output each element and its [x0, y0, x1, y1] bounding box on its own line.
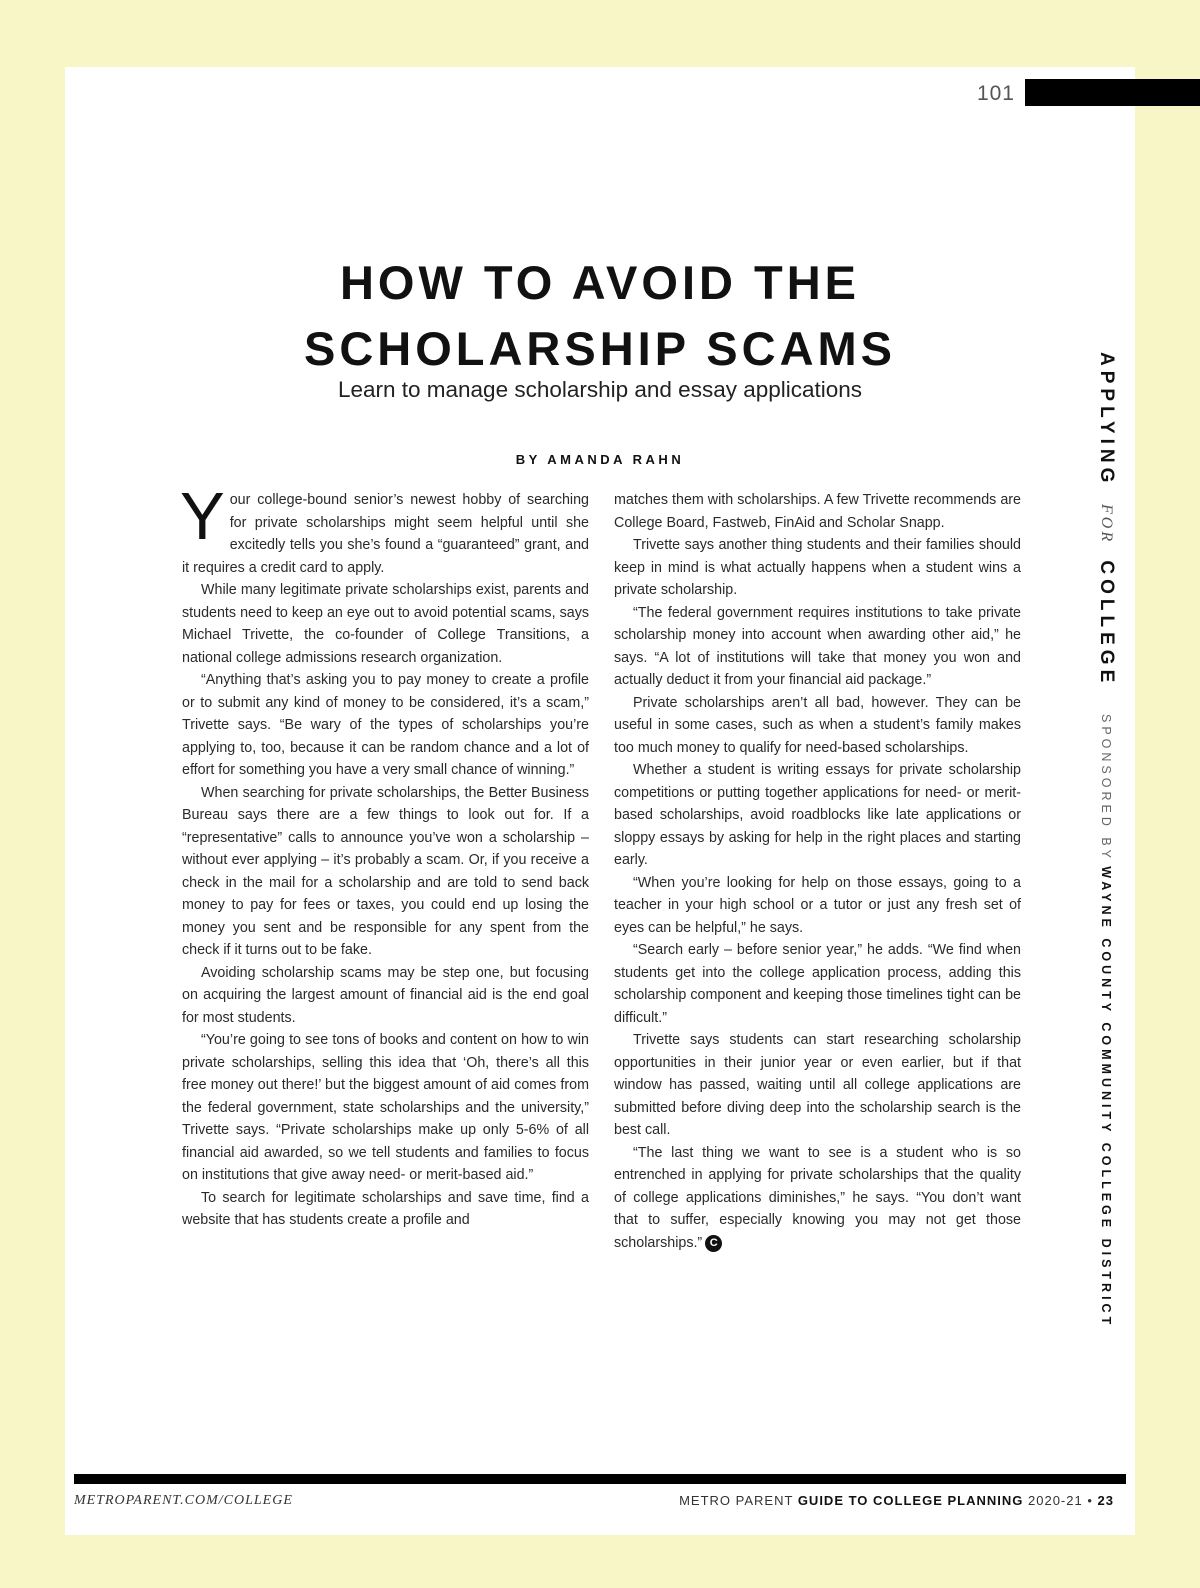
- section-label-applying: APPLYING: [1096, 352, 1117, 488]
- article-subtitle: Learn to manage scholarship and essay applications: [337, 377, 863, 402]
- article-title-line-1: HOW TO AVOID THE: [339, 256, 861, 309]
- left-column: [180, 479, 589, 1232]
- article-title: [200, 250, 1000, 382]
- page-number: 101: [976, 82, 1015, 105]
- end-mark-icon: C: [705, 1235, 722, 1252]
- footer-publication-prefix: METRO PARENT: [679, 1493, 794, 1508]
- paragraph: “Search early – before senior year,” he adds. “We find when students get into the college application process, adding this scholarship component and keeping those timelines tight can be difficult.”: [614, 942, 1021, 1026]
- paragraph: When searching for private scholarships, the Better Business Bureau says there are a few things to look out for. If a “representative” calls to announce you’ve won a scholarship – without ever applying – it’s probably a scam. Or, if you receive a check in the mail for a scholarship and are told to send back money to pay for fees or taxes, you could end up losing the money you sent and be responsible for any spent from the check if it turns out to be fake.: [182, 784, 589, 958]
- paragraph: Private scholarships aren’t all bad, however. They can be useful in some cases, such as when a student’s family makes too much money to qualify for need-based scholarships.: [614, 694, 1021, 756]
- paragraph: “The federal government requires institutions to take private scholarship money into account when awarding other aid,” he says. “A lot of institutions will take that money you won and actually deduct it from your financial aid package.”: [614, 604, 1021, 688]
- paragraph: “You’re going to see tons of books and content on how to win private scholarships, selling this idea that ‘Oh, there’s all this free money out there!’ but the biggest amount of aid comes from the federal government, state scholarships and the university,” Trivette says. “Private scholarships make up only 5-6% of all financial aid awarded, so we tell students and families to focus on institutions that give away need- or merit-based aid.”: [182, 1032, 589, 1183]
- paragraph: Avoiding scholarship scams may be step one, but focusing on acquiring the largest amount of financial aid is the end goal for most students.: [182, 964, 589, 1026]
- paragraph: Your college-bound senior’s newest hobby of searching for private scholarships might seem helpful until she excitedly tells you she’s found a “guaranteed” grant, and it requires a credit card to apply.: [180, 479, 589, 576]
- paragraph: Trivette says another thing students and their families should keep in mind is what actually happens when a student wins a private scholarship.: [614, 537, 1021, 598]
- footer-publication-title: GUIDE TO COLLEGE PLANNING: [797, 1493, 1024, 1508]
- footer-folio: 23: [1097, 1493, 1114, 1508]
- footer-publication: [679, 1493, 1114, 1508]
- footer-rule: [74, 1474, 1126, 1484]
- paragraph: “The last thing we want to see is a student who is so entrenched in applying for private scholarships that the quality of college applications diminishes,” he says. “You don’t want that to suffer, especially knowing you may not get those scholarships.” C: [614, 1144, 1021, 1251]
- byline: BY AMANDA RAHN: [515, 452, 685, 467]
- paragraph: Whether a student is writing essays for private scholarship competitions or putting together applications for need- or merit-based scholarships, avoid roadblocks like late applications or sloppy essays by asking for help in the right places and starting early.: [614, 762, 1021, 868]
- right-column: [614, 489, 1021, 1254]
- sponsored-by-label: SPONSORED BY: [1099, 713, 1113, 862]
- paragraph-continuation: matches them with scholarships. A few Trivette recommends are College Board, Fastweb, FinAid and Scholar Snapp.: [614, 492, 1021, 531]
- article-title-line-2: SCHOLARSHIP SCAMS: [303, 322, 897, 375]
- section-label-college: COLLEGE: [1096, 560, 1117, 688]
- footer-website: METROPARENT.COM/COLLEGE: [74, 1493, 293, 1508]
- paragraph: “Anything that’s asking you to pay money to create a profile or to submit any kind of money to be considered, it’s a scam,” Trivette says. “Be wary of the types of scholarships you’re applying to, too, because it can be random chance and a lot of effort for something you have a very small chance of winning.”: [182, 672, 589, 778]
- footer-edition: 2020-21: [1028, 1493, 1083, 1508]
- sponsor-name: WAYNE COUNTY COMMUNITY COLLEGE DISTRICT: [1099, 866, 1113, 1329]
- footer-separator: •: [1087, 1493, 1093, 1508]
- paragraph: “When you’re looking for help on those essays, going to a teacher in your high school or a tutor or just any fresh set of eyes can be helpful,” he says.: [614, 874, 1021, 936]
- page-number-bar: [1025, 79, 1200, 106]
- paragraph: Trivette says students can start researching scholarship opportunities in their junior year or even earlier, but if that window has passed, waiting until all college applications are submitted before diving deep into the scholarship search is the best call.: [614, 1032, 1021, 1138]
- paragraph: To search for legitimate scholarships and save time, find a website that has students create a profile and: [182, 1189, 589, 1228]
- drop-cap: Y: [180, 479, 225, 554]
- paragraph: While many legitimate private scholarships exist, parents and students need to keep an eye out to avoid potential scams, says Michael Trivette, the co-founder of College Transitions, a national college admissions research organization.: [182, 582, 589, 666]
- section-sidebar: [1095, 352, 1117, 1328]
- section-label-for: FOR: [1098, 503, 1115, 544]
